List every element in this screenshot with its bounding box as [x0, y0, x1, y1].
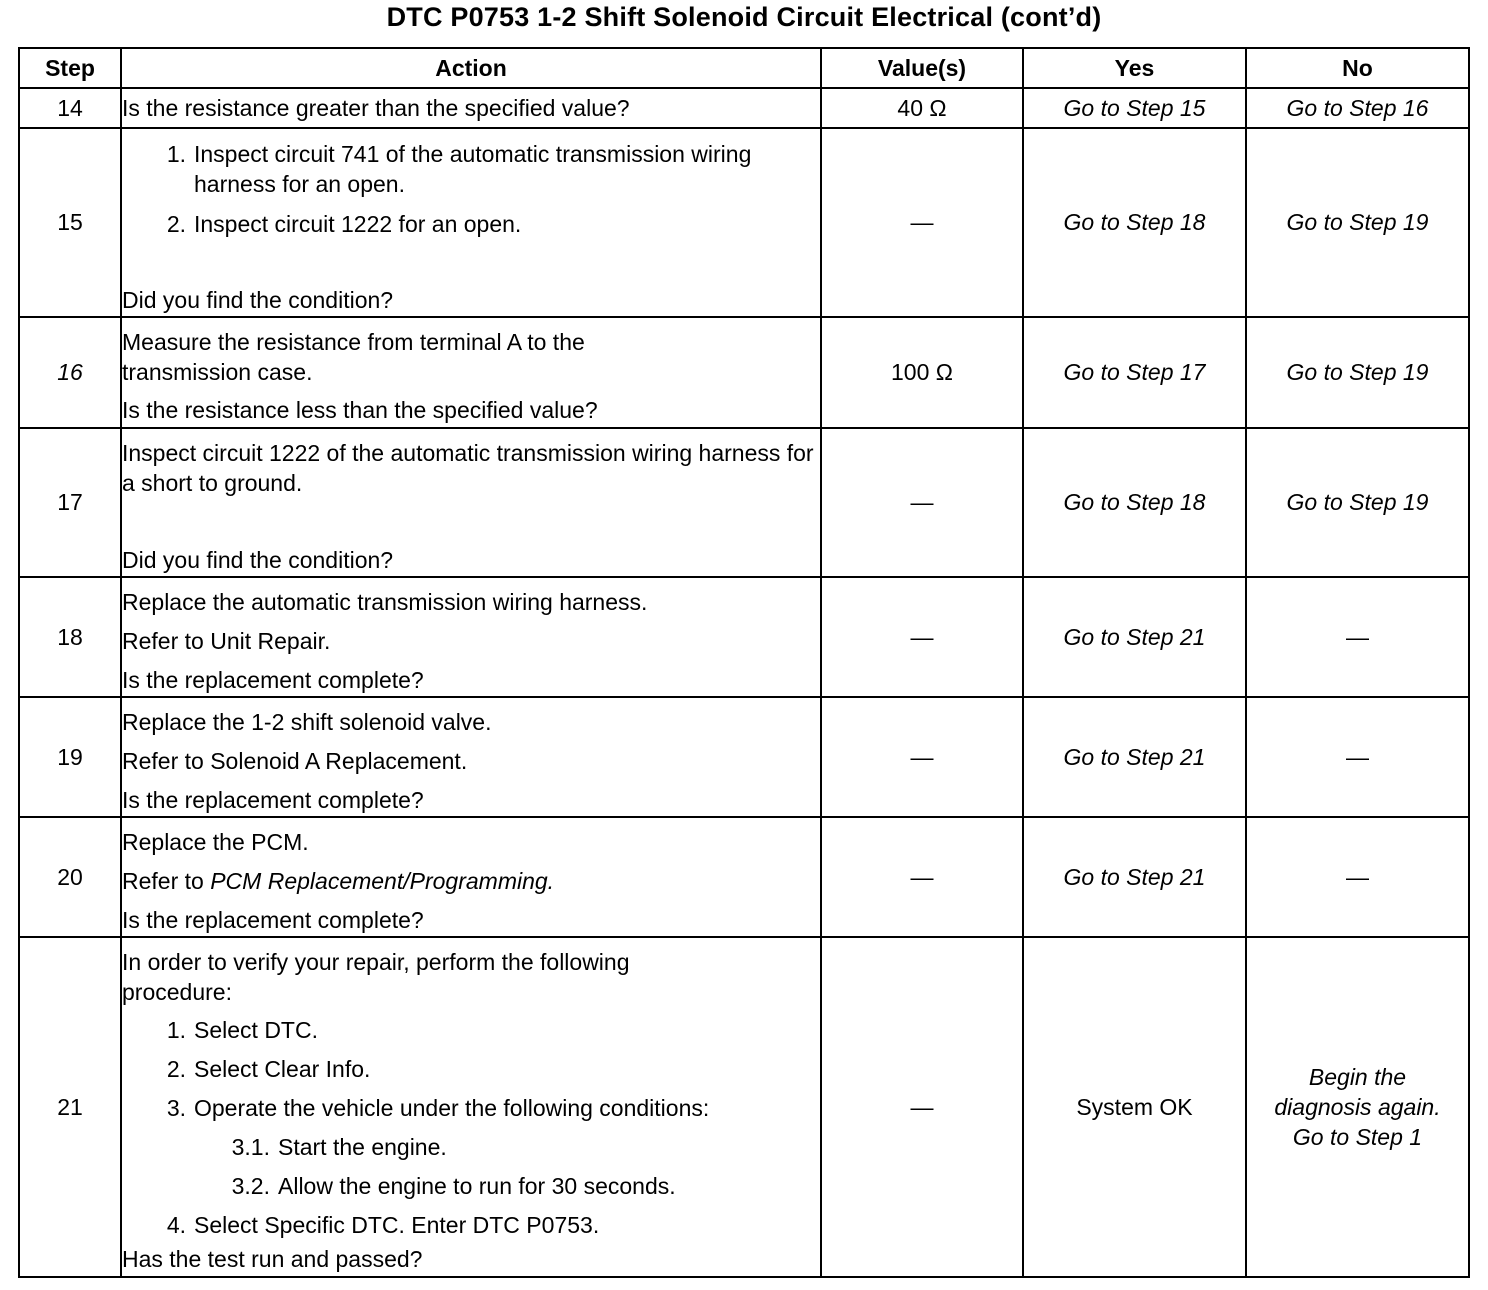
action-text: Inspect circuit 1222 of the automatic transmission wiring harness for a short to ground.	[122, 439, 814, 496]
list-text: Start the engine.	[278, 1134, 447, 1160]
value-cell: 100 Ω	[821, 317, 1023, 428]
step-number: 19	[19, 697, 121, 817]
header-yes: Yes	[1023, 48, 1246, 88]
action-text: Replace the PCM.	[122, 828, 309, 855]
list-text: Inspect circuit 1222 for an open.	[194, 210, 522, 237]
value-cell: —	[821, 428, 1023, 577]
action-cell	[121, 937, 821, 1277]
action-question: Is the resistance less than the specified value?	[122, 397, 598, 423]
no-cell: Go to Step 19	[1246, 317, 1469, 428]
list-item	[122, 1132, 820, 1162]
action-reference: Refer to Unit Repair.	[122, 627, 331, 654]
list-text: Inspect circuit 741 of the automatic transmission wiring harness for an open.	[194, 140, 752, 197]
action-question: Is the replacement complete?	[122, 786, 424, 813]
action-question: Did you find the condition?	[122, 286, 394, 313]
action-question: Has the test run and passed?	[122, 1246, 423, 1272]
list-item	[122, 1171, 820, 1201]
list-number: 2.	[166, 1056, 186, 1082]
list-number: 1.	[166, 1017, 186, 1043]
header-step: Step	[19, 48, 121, 88]
header-values: Value(s)	[821, 48, 1023, 88]
yes-cell: System OK	[1023, 937, 1246, 1277]
yes-cell: Go to Step 21	[1023, 577, 1246, 697]
step-number: 14	[19, 88, 121, 128]
page-title: DTC P0753 1-2 Shift Solenoid Circuit Electrical (cont’d)	[386, 2, 1102, 32]
no-cell: —	[1246, 697, 1469, 817]
table-row	[19, 577, 1469, 697]
list-number: 3.2.	[231, 1173, 270, 1199]
action-text: Measure the resistance from terminal A to the transmission case.	[122, 329, 585, 385]
list-number: 3.	[166, 1095, 186, 1121]
action-cell	[121, 88, 821, 128]
step-number: 18	[19, 577, 121, 697]
action-question: Is the replacement complete?	[122, 906, 424, 933]
no-cell: Go to Step 19	[1246, 128, 1469, 317]
value-cell: —	[821, 817, 1023, 937]
action-question: Is the replacement complete?	[122, 666, 424, 693]
list-text: Operate the vehicle under the following conditions:	[194, 1095, 710, 1121]
header-action: Action	[121, 48, 821, 88]
reference-prefix: Refer to	[122, 867, 211, 894]
list-text: Allow the engine to run for 30 seconds.	[278, 1173, 676, 1199]
action-text: Replace the automatic transmission wiring harness.	[122, 588, 648, 615]
step-number: 17	[19, 428, 121, 577]
list-item	[122, 209, 820, 239]
action-cell	[121, 697, 821, 817]
no-cell	[1246, 937, 1469, 1277]
list-item	[122, 139, 820, 199]
value-cell: —	[821, 128, 1023, 317]
value-cell: —	[821, 937, 1023, 1277]
value-cell: —	[821, 577, 1023, 697]
table-row	[19, 697, 1469, 817]
action-cell	[121, 128, 821, 317]
yes-cell: Go to Step 21	[1023, 697, 1246, 817]
action-text: In order to verify your repair, perform the following procedure:	[122, 949, 630, 1005]
table-row	[19, 317, 1469, 428]
diagnostic-table	[18, 47, 1470, 1278]
table-row	[19, 88, 1469, 128]
yes-cell: Go to Step 18	[1023, 128, 1246, 317]
header-no: No	[1246, 48, 1469, 88]
step-number: 16	[19, 317, 121, 428]
list-number: 3.1.	[231, 1134, 270, 1160]
action-text: Replace the 1-2 shift solenoid valve.	[122, 708, 492, 735]
table-row	[19, 937, 1469, 1277]
action-reference	[122, 866, 820, 896]
list-item	[122, 1210, 820, 1240]
yes-cell: Go to Step 17	[1023, 317, 1246, 428]
list-text: Select DTC.	[194, 1017, 318, 1043]
table-row	[19, 428, 1469, 577]
list-item	[122, 1015, 820, 1045]
yes-cell: Go to Step 18	[1023, 428, 1246, 577]
list-item	[122, 1054, 820, 1084]
table-row	[19, 128, 1469, 317]
action-cell	[121, 817, 821, 937]
table-header-row	[19, 48, 1469, 88]
list-number: 1.	[166, 140, 186, 167]
step-number: 15	[19, 128, 121, 317]
action-question: Is the resistance greater than the specified value?	[122, 95, 630, 121]
no-line: diagnosis again.	[1274, 1094, 1441, 1120]
action-reference: Refer to Solenoid A Replacement.	[122, 747, 468, 774]
no-cell: —	[1246, 577, 1469, 697]
list-number: 2.	[166, 210, 186, 237]
value-cell: 40 Ω	[821, 88, 1023, 128]
reference-link: PCM Replacement/Programming.	[210, 867, 555, 894]
no-cell: —	[1246, 817, 1469, 937]
yes-cell: Go to Step 21	[1023, 817, 1246, 937]
action-cell	[121, 317, 821, 428]
list-text: Select Clear Info.	[194, 1056, 371, 1082]
step-number: 21	[19, 937, 121, 1277]
action-cell	[121, 428, 821, 577]
action-cell	[121, 577, 821, 697]
no-line: Begin the	[1308, 1064, 1407, 1090]
no-cell: Go to Step 16	[1246, 88, 1469, 128]
value-cell: —	[821, 697, 1023, 817]
list-text: Select Specific DTC. Enter DTC P0753.	[194, 1212, 600, 1238]
list-item	[122, 1093, 820, 1123]
no-cell: Go to Step 19	[1246, 428, 1469, 577]
list-number: 4.	[166, 1212, 186, 1238]
step-number: 20	[19, 817, 121, 937]
yes-cell: Go to Step 15	[1023, 88, 1246, 128]
table-row	[19, 817, 1469, 937]
no-line: Go to Step 1	[1292, 1124, 1423, 1150]
action-question: Did you find the condition?	[122, 546, 394, 573]
